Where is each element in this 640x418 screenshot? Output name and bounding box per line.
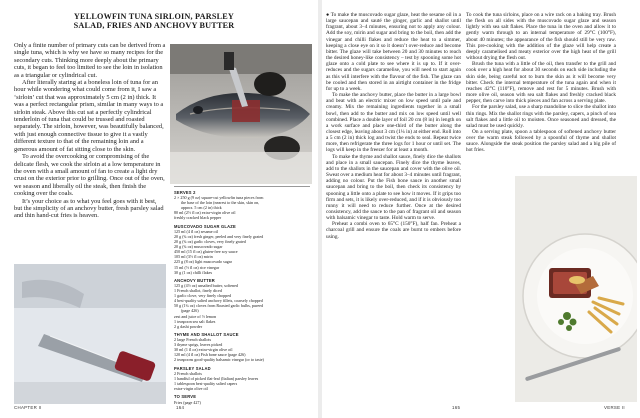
ingredient-item: 125 g (4½ oz) unsalted butter, softened — [174, 282, 238, 288]
method-paragraph: Brush the tuna with a little of the oil, then transfer to the grill and cook over a high heat for about 30 seconds on each side including the skin side, being careful not to burn the skin as it will become very bitter. Check the internal temperature of the tuna again and when it reaches 42°C (110°F), remove and rest for 5 minutes. Brush with more olive oil, season with sea salt flakes and freshly cracked black pepper, then carve into thick pieces and fan across a serving plate. — [466, 61, 616, 105]
ingredient-item: 30 g (1 oz) chilli flakes — [174, 269, 213, 275]
ingredients-list — [174, 190, 310, 405]
method-paragraph: To cook the tuna sirloins, place on a wire rack on a baking tray. Brush the flesh on all sides with the muscovado sugar glaze and season lightly with sea salt flakes. Place the tuna in the oven and allow it to gently warm through to an internal temperature of 29°C (100°F), about 40 minutes; the appearance of the fish should still be very raw. This pre-cooking with the addition of the glaze will help create a deeply caramelised and meaty exterior over the high heat of the grill without drying the flesh out. — [466, 12, 616, 62]
intro-text — [14, 42, 166, 220]
page-number-right: 165 — [452, 405, 461, 410]
ingredient-heading: PARSLEY SALAD — [174, 365, 211, 371]
ingredient-item: 105 ml (3½ fl oz) mirin — [174, 254, 213, 260]
ingredient-item: 4 best-quality salted anchovy fillets, coarsely chopped — [174, 298, 263, 304]
ingredient-item: zest and juice of ½ lemon — [174, 313, 217, 319]
ingredient-heading: SERVES 2 — [174, 190, 196, 195]
ingredient-item: 50 g (1¾ oz) cloves from Roasted garlic bulbs, pureed — [174, 303, 264, 309]
ingredient-heading: ANCHOVY BUTTER — [174, 277, 215, 283]
method-paragraph: For the parsley salad, use a sharp mandoline to slice the shallot into thin rings. Mix the shallot rings with the parsley, capers, a pinch of sea salt flakes and a little oil to moisten. Once seasoned and dressed, the salad must be used quickly. — [466, 104, 616, 129]
ingredient-item: 2 teaspoons good-quality balsamic vinegar (or to taste) — [174, 357, 264, 363]
recipe-divider — [174, 186, 310, 187]
ingredient-item: 2 French shallots — [174, 370, 202, 376]
ingredient-heading: TO SERVE — [174, 394, 197, 400]
ingredient-item: 225 g (8 oz) light muscovado sugar — [174, 259, 232, 265]
ingredient-item: 1 garlic clove, very finely chopped — [174, 293, 232, 299]
ingredient-item: 20 g (¾ oz) fresh ginger, peeled and very finely grated — [174, 233, 264, 239]
intro-paragraph: Only a finite number of primary cuts can be derived from a single tuna, which is why we have so many recipes for the secondary cuts. Thinking more deeply about the primary cuts, it began to feel too limited to see the loin in isolation as a triangular or cylindrical cut. — [14, 42, 166, 79]
ingredient-item: 1 French shallot, finely diced — [174, 288, 222, 294]
fish-photo — [170, 44, 312, 184]
method-paragraph: To make the thyme and shallot sauce, finely dice the shallots and place in a small saucepan. Finely dice the thyme leaves, add to the shallots in the saucepan and cover with the olive oil. Sweat over a medium heat for about 3–4 minutes until fragrant, adding no colour. Put the Fish bone sauce in another small saucepan and bring to the boil, then check its consistency by spooning a little onto a plate to see how it moves. If it grips too firm and sets, it is likely over-reduced, and if it is obviously too runny it will need to reduce further. Once at the desired consistency, add the sauce to the pan of fragrant oil and season with balsamic vinegar to taste. Hold warm to serve. — [326, 153, 461, 222]
ingredient-item: 1 handful of picked flat-leaf (Italian) parsley leaves — [174, 375, 259, 381]
ingredient-item: Fries (page 427) — [174, 399, 201, 405]
ingredient-heading: THYME AND SHALLOT SAUCE — [174, 332, 239, 337]
knife-photo — [14, 264, 166, 404]
ingredient-item: 1 teaspoon sea salt flakes — [174, 318, 216, 324]
footer-chapter: CHAPTER II — [14, 405, 42, 410]
method-column-2 — [466, 12, 616, 154]
ingredient-item: approx. 5 cm (2 in) thick — [181, 205, 222, 211]
plated-dish-photo — [515, 176, 637, 402]
ingredient-item: 2 large French shallots — [174, 337, 212, 343]
ingredient-heading: MUSCOVADO SUGAR GLAZE — [174, 223, 236, 229]
intro-paragraph: It’s your choice as to what you feel goes with it best, but the simplicity of an anchovy butter, fresh parsley salad and thin hand-cut fries is heaven. — [14, 197, 164, 220]
ingredient-item: 30 ml (1 fl oz) extra-virgin olive oil — [174, 347, 233, 353]
recipe-title: YELLOWFIN TUNA SIRLOIN, PARSLEY SALAD, FRIES AND ANCHOVY BUTTER — [73, 12, 235, 31]
page-number-left: 164 — [176, 405, 185, 410]
method-column-1 — [326, 12, 461, 240]
ingredient-item: 15 ml (½ fl oz) rice vinegar — [174, 264, 220, 270]
ingredient-item: extra-virgin olive oil — [174, 386, 208, 392]
ingredient-item: 450 ml (15 fl oz) gluten-free soy sauce — [174, 249, 238, 255]
ingredient-item: 80 ml (2½ fl oz) extra-virgin olive oil — [174, 210, 236, 216]
ingredient-item: the base of the loin (nearest to the skin, skin on, — [181, 200, 260, 206]
ingredient-item: freshly cracked black pepper — [174, 215, 222, 221]
ingredient-item: 3 thyme sprigs, leaves picked — [174, 342, 223, 348]
ingredient-item: (page 426) — [181, 308, 199, 314]
ingredient-item: 2 × 250 g (9 oz) square-cut yellowfin tuna pieces from — [174, 195, 264, 201]
ingredient-item: 125 ml (4 fl oz) sesame oil — [174, 228, 218, 234]
method-paragraph: To make the anchovy butter, place the butter in a large bowl and beat with an electric mixer on low speed until pale and creamy. Mix the remaining ingredients together in a small bowl, then add to the butter and mix on low speed until well combined. Place a double layer of foil 20 cm (8 in) in length on a work surface and place one-third of the butter along the closest edge, leaving about 3 cm (1¼ in) at either end. Roll into a 5 cm (2 in) thick log and twist the ends to seal. Repeat twice more, then refrigerate the three logs for 1 hour or until set. The logs will keep in the freezer for at least a month. — [326, 92, 461, 154]
intro-paragraph: To avoid the overcooking or compromising of the delicate flesh, we cook the sirloin at a low temperature in the oven with a small amount of fan to create a light dry crust on the exterior prior to grilling. Once out of the oven, we season and liberally oil the steak, then finish the cooking over the coals. — [14, 153, 165, 198]
intro-paragraph: After literally staring at a boneless loin of tuna for an hour while wondering what could come from it, I saw a ‘sirloin’ cut that was approximately 5 cm (2 in) thick. It was a perfect rectangular prism, similar in many ways to a sirloin steak. Above this cut sat a perfectly cylindrical tenderloin of tuna that could be trussed and roasted separately. The sirloin, however, was beautifully balanced, with just enough connective tissue to give it a vastly different texture to that of the remaining loin and a generous amount of fat sitting close to the skin. — [14, 79, 164, 153]
method-paragraph: ● To make the muscovado sugar glaze, heat the sesame oil in a large saucepan and sauté the ginger, garlic and shallot until fragrant, about 3–4 minutes, ensuring not to apply any colour. Add the soy, mirin and sugar and bring to the boil, then add the vinegar and chilli flakes and reduce the heat to a simmer, keeping a close eye on it so it doesn’t over-reduce and become bitter. The glaze will take between 20 and 30 minutes to reach the desired honey-like consistency – test by spooning some hot glaze onto a cold plate to see where it is up to. If it over-reduces and the sugars caramelise, you will need to start again as this will interfere with the flavour of the fish. The glaze can be cooled and then stored in an airtight container in the fridge for up to a week. — [326, 12, 461, 92]
method-paragraph: On a serving plate, spoon a tablespoon of softened anchovy butter over the warm steak followed by a spoonful of thyme and shallot sauce. Alongside the steak position the parsley salad and a big pile of hot fries. — [466, 128, 616, 154]
footer-verse: VERSE II — [604, 405, 625, 410]
ingredient-item: 20 g (¾ oz) garlic cloves, very finely grated — [174, 239, 246, 245]
ingredient-item: 20 g (¾ oz) muscovado sugar — [174, 244, 223, 250]
ingredient-item: 2 g dashi powder — [174, 323, 203, 329]
ingredient-item: 1 tablespoon best-quality salted capers — [174, 381, 238, 387]
ingredient-item: 120 ml (4 fl oz) Fish bone sauce (page 426) — [174, 352, 246, 358]
method-paragraph: Preheat a combi oven to 65°C (150°F), half fan. Preheat a charcoal grill and ensure the coals are burnt to embers before using. — [326, 221, 461, 240]
